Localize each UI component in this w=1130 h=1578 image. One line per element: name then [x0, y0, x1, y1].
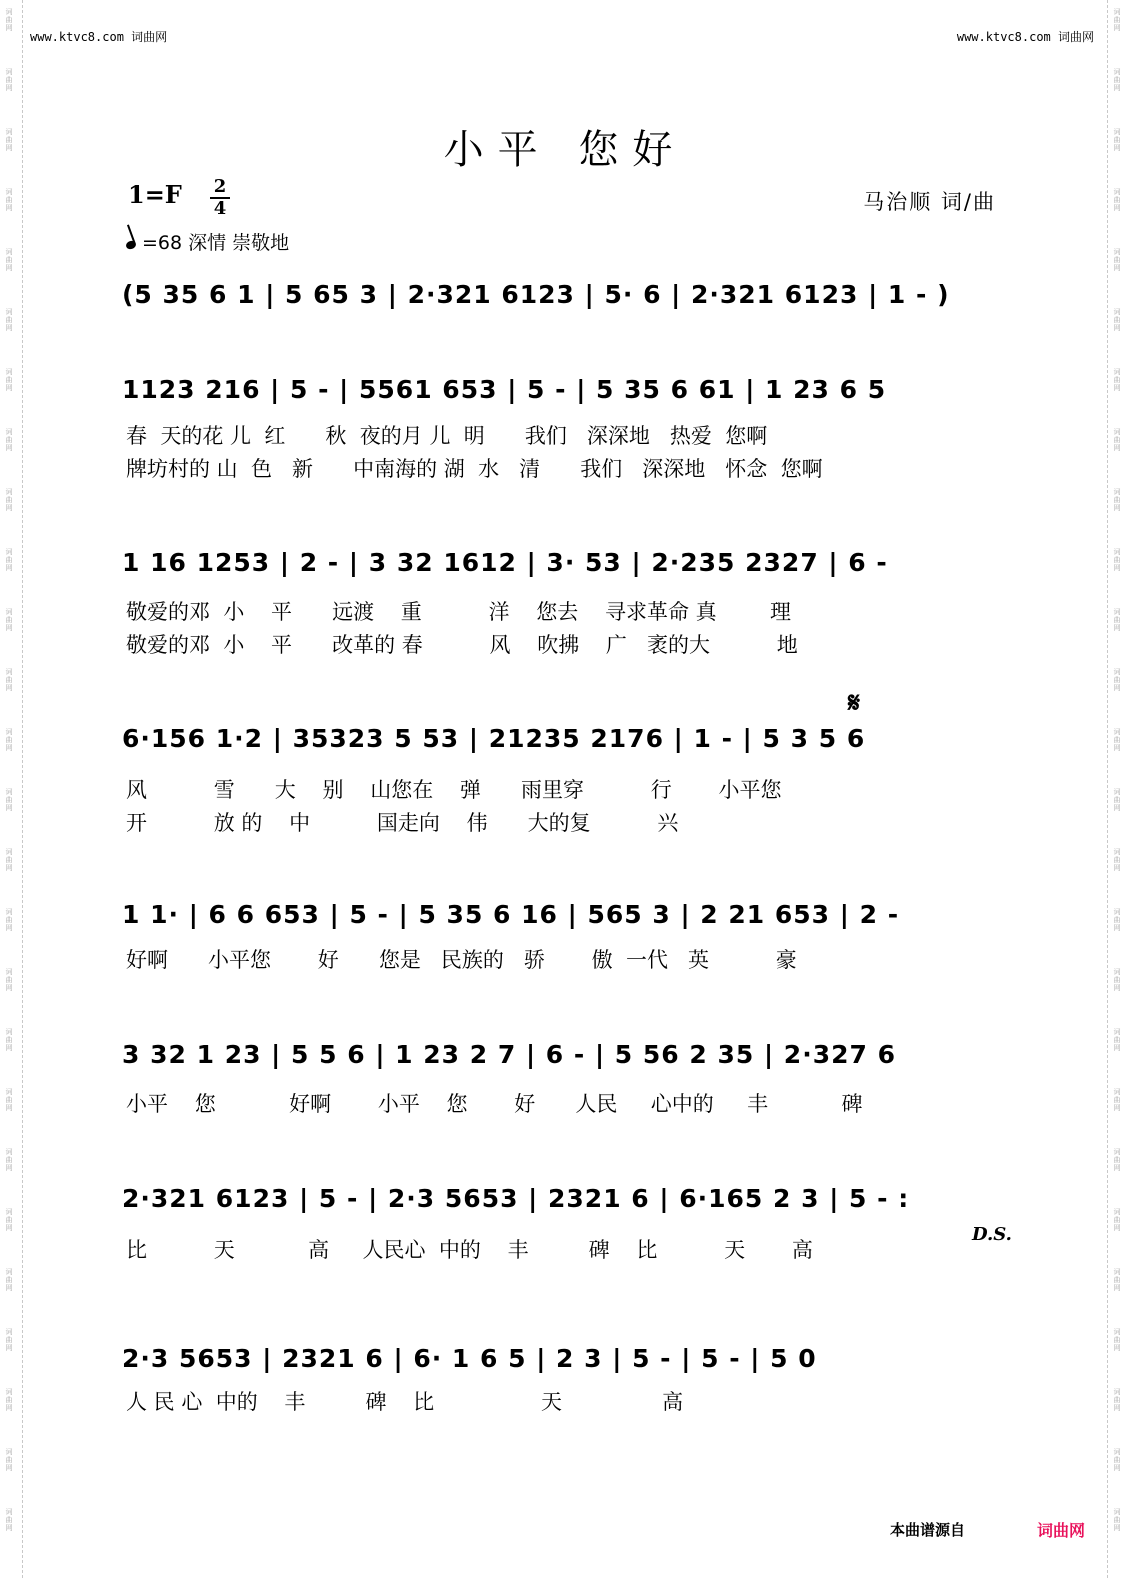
side-watermark-text: 词曲网	[1113, 788, 1121, 812]
lyrics-row-8: 人 民 心 中的 丰 碑 比 天 高	[126, 1390, 684, 1414]
side-watermark-text: 词曲网	[1113, 488, 1121, 512]
side-watermark-text: 词曲网	[5, 1028, 13, 1052]
side-watermark-text: 词曲网	[1113, 728, 1121, 752]
left-watermark-strip	[0, 0, 23, 1578]
side-watermark-text: 词曲网	[1113, 848, 1121, 872]
side-watermark-text: 词曲网	[5, 308, 13, 332]
side-watermark-text: 词曲网	[5, 668, 13, 692]
side-watermark-text: 词曲网	[1113, 1208, 1121, 1232]
lyrics-row-4-verse-1: 风 雪 大 别 山您在 弹 雨里穿 行 小平您	[126, 778, 782, 802]
side-watermark-text: 词曲网	[1113, 908, 1121, 932]
notes-row-5: 1 1· | 6 6 653 | 5 - | 5 35 6 16 | 565 3 | 2 21 653 | 2 -	[122, 900, 900, 929]
side-watermark-text: 词曲网	[5, 788, 13, 812]
time-bottom: 4	[213, 198, 227, 219]
score-row-5	[122, 890, 1002, 1020]
lyrics-row-2-verse-2: 牌坊村的 山 色 新 中南海的 湖 水 清 我们 深深地 怀念 您啊	[126, 457, 823, 481]
segno-sign: 𝄋	[848, 686, 861, 719]
side-watermark-text: 词曲网	[5, 368, 13, 392]
notes-row-1: (5 35 6 1 | 5 65 3 | 2·321 6123 | 5· 6 | 2·321 6123 | 1 - )	[122, 280, 950, 309]
side-watermark-text: 词曲网	[1113, 368, 1121, 392]
lyrics-row-7: 比 天 高 人民心 中的 丰 碑 比 天 高	[126, 1238, 813, 1262]
side-watermark-text: 词曲网	[5, 188, 13, 212]
ds-marking: D.S.	[972, 1224, 1012, 1245]
tempo-marking	[126, 228, 289, 255]
notes-row-8: 2·3 5653 | 2321 6 | 6· 1 6 5 | 2 3 | 5 - | 5 - | 5 0	[122, 1344, 817, 1373]
quarter-note-icon	[125, 240, 137, 251]
side-watermark-text: 词曲网	[1113, 8, 1121, 32]
lyrics-row-3-verse-1: 敬爱的邓 小 平 远渡 重 洋 您去 寻求革命 真 理	[126, 600, 792, 624]
side-watermark-text: 词曲网	[1113, 668, 1121, 692]
side-watermark-text: 词曲网	[5, 848, 13, 872]
side-watermark-text: 词曲网	[5, 968, 13, 992]
score-row-6	[122, 1030, 1002, 1160]
side-watermark-text: 词曲网	[1113, 548, 1121, 572]
side-watermark-text: 词曲网	[1113, 428, 1121, 452]
side-watermark-text: 词曲网	[1113, 1508, 1121, 1532]
side-watermark-text: 词曲网	[5, 1508, 13, 1532]
side-watermark-text: 词曲网	[5, 1268, 13, 1292]
header-site-right[interactable]: www.ktvc8.com 词曲网	[956, 30, 1094, 44]
lyrics-row-2-verse-1: 春 天的花 儿 红 秋 夜的月 儿 明 我们 深深地 热爱 您啊	[126, 424, 768, 448]
score-row-4	[122, 686, 1002, 844]
key-signature: 1=F	[128, 180, 182, 209]
side-watermark-text: 词曲网	[5, 1208, 13, 1232]
side-watermark-text: 词曲网	[5, 248, 13, 272]
side-watermark-text: 词曲网	[1113, 68, 1121, 92]
lyrics-row-3-verse-2: 敬爱的邓 小 平 改革的 春 风 吹拂 广 袤的大 地	[126, 633, 798, 657]
side-watermark-text: 词曲网	[5, 608, 13, 632]
side-watermark-text: 词曲网	[5, 128, 13, 152]
time-signature	[210, 178, 230, 218]
side-watermark-text: 词曲网	[5, 1148, 13, 1172]
notes-row-2: 1123 216 | 5 - | 5561 653 | 5 - | 5 35 6 61 | 1 23 6 5	[122, 375, 887, 404]
time-top: 2	[213, 176, 227, 197]
lyrics-row-4-verse-2: 开 放 的 中 国走向 伟 大的复 兴	[126, 811, 679, 835]
notes-row-3: 1 16 1253 | 2 - | 3 32 1612 | 3· 53 | 2·235 2327 | 6 -	[122, 548, 888, 577]
side-watermark-text: 词曲网	[1113, 1148, 1121, 1172]
side-watermark-text: 词曲网	[5, 68, 13, 92]
author-credit: 马治顺 词/曲	[863, 190, 996, 214]
side-watermark-text: 词曲网	[1113, 1088, 1121, 1112]
side-watermark-text: 词曲网	[1113, 308, 1121, 332]
footer-source: 本曲谱源自	[890, 1521, 966, 1539]
lyrics-row-5: 好啊 小平您 好 您是 民族的 骄 傲 一代 英 豪	[126, 948, 797, 972]
notes-row-7: 2·321 6123 | 5 - | 2·3 5653 | 2321 6 | 6·165 2 3 | 5 - :	[122, 1184, 910, 1213]
side-watermark-text: 词曲网	[5, 908, 13, 932]
side-watermark-text: 词曲网	[1113, 1328, 1121, 1352]
side-watermark-text: 词曲网	[5, 428, 13, 452]
header-site-left[interactable]: www.ktvc8.com 词曲网	[30, 30, 168, 44]
side-watermark-text: 词曲网	[5, 1388, 13, 1412]
song-title: 小平 您好	[443, 127, 687, 173]
side-watermark-text: 词曲网	[5, 728, 13, 752]
right-watermark-strip	[1107, 0, 1130, 1578]
side-watermark-text: 词曲网	[5, 548, 13, 572]
side-watermark-text: 词曲网	[1113, 1448, 1121, 1472]
score-row-8	[122, 1334, 1002, 1464]
footer-logo[interactable]: 词曲网	[1037, 1521, 1086, 1540]
side-watermark-text: 词曲网	[5, 1328, 13, 1352]
side-watermark-text: 词曲网	[1113, 128, 1121, 152]
lyrics-row-6: 小平 您 好啊 小平 您 好 人民 心中的 丰 碑	[126, 1092, 863, 1116]
side-watermark-text: 词曲网	[1113, 968, 1121, 992]
side-watermark-text: 词曲网	[5, 488, 13, 512]
side-watermark-text: 词曲网	[1113, 1268, 1121, 1292]
side-watermark-text: 词曲网	[1113, 608, 1121, 632]
side-watermark-text: 词曲网	[5, 1088, 13, 1112]
notes-row-6: 3 32 1 23 | 5 5 6 | 1 23 2 7 | 6 - | 5 56 2 35 | 2·327 6	[122, 1040, 896, 1069]
notes-row-4: 6·156 1·2 | 35323 5 53 | 21235 2176 | 1 - | 5 3 5 6	[122, 724, 866, 753]
score-row-2	[122, 365, 1002, 495]
side-watermark-text: 词曲网	[5, 8, 13, 32]
tempo-text: =68 深情 崇敬地	[142, 232, 290, 254]
side-watermark-text: 词曲网	[1113, 1028, 1121, 1052]
side-watermark-text: 词曲网	[1113, 1388, 1121, 1412]
side-watermark-text: 词曲网	[1113, 188, 1121, 212]
side-watermark-text: 词曲网	[1113, 248, 1121, 272]
side-watermark-text: 词曲网	[5, 1448, 13, 1472]
score-row-3	[122, 538, 1002, 668]
score-row-7	[122, 1174, 1012, 1304]
